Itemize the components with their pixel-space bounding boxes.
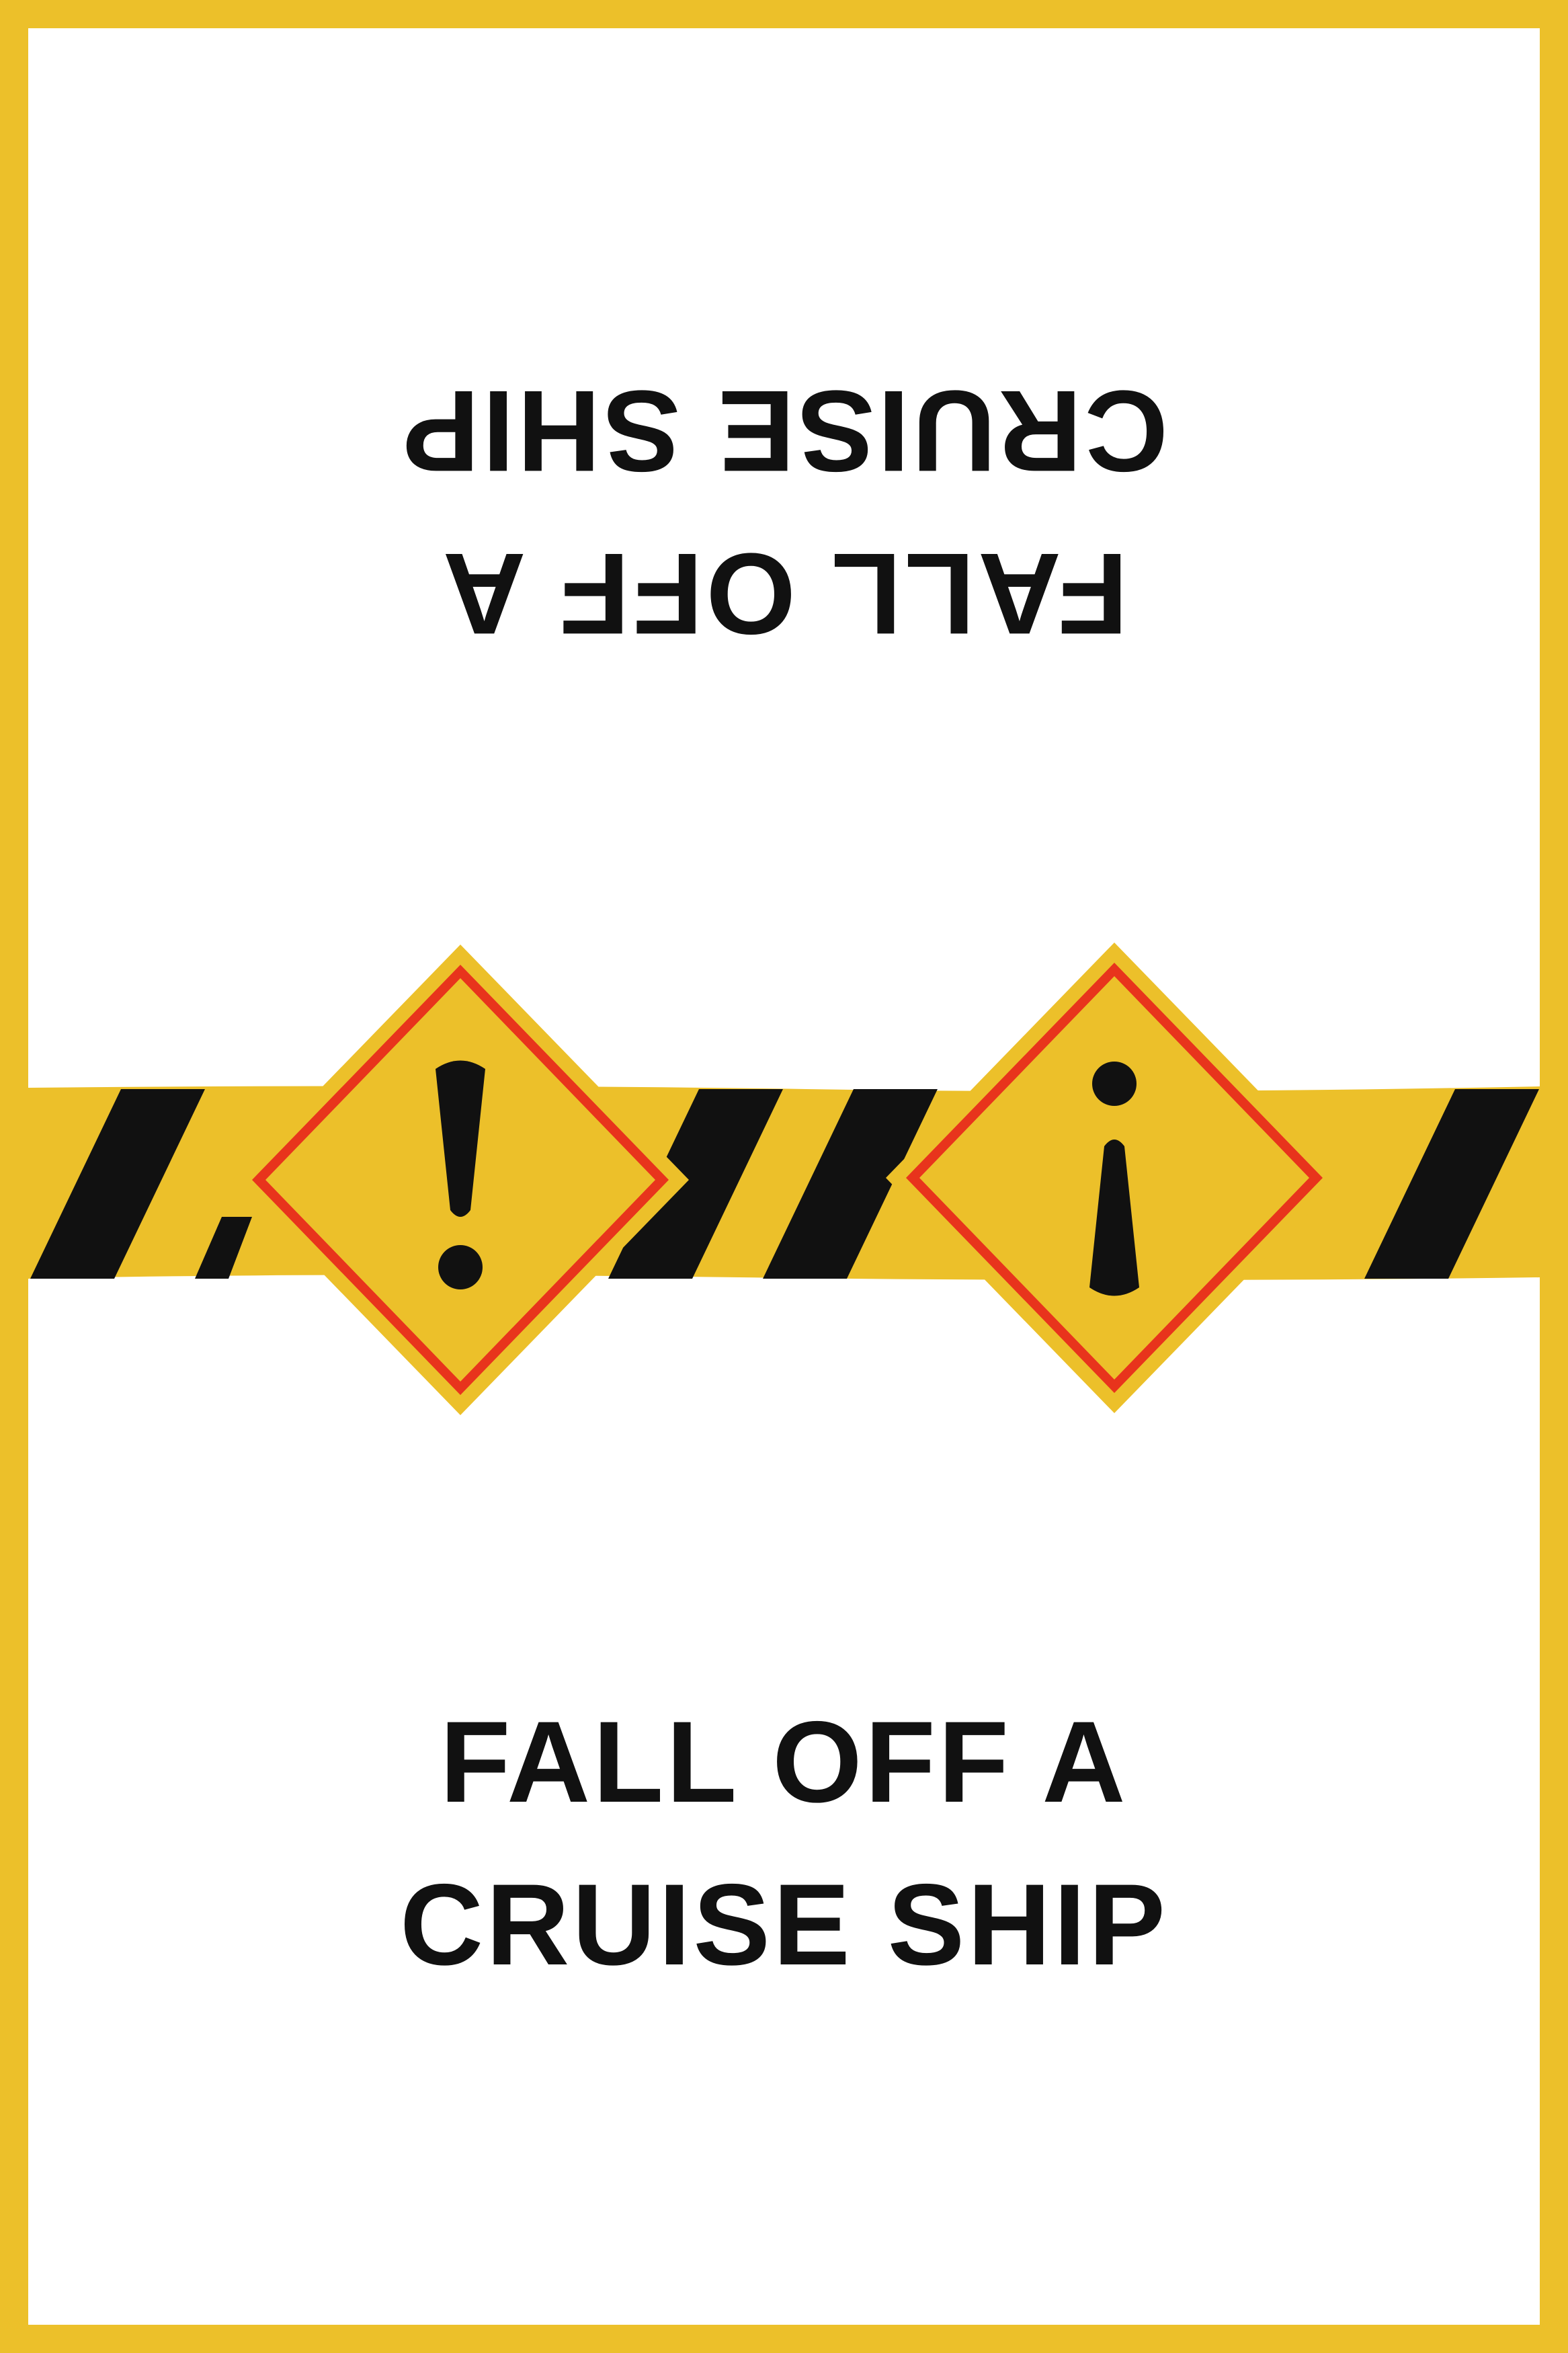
upside-down-caption-line-1: FALL OFF A <box>440 529 1128 658</box>
upside-down-caption-line-2: CRUISE SHIP <box>399 366 1169 495</box>
card-caption-line-1: FALL OFF A <box>440 1698 1128 1827</box>
upside-down-caption <box>0 350 1568 675</box>
card-caption <box>0 1681 1568 2006</box>
inverted-exclamation-warning-sign-icon <box>886 943 1343 1413</box>
caution-tape-icon <box>0 928 1568 1432</box>
exclamation-warning-sign-icon <box>232 945 689 1415</box>
card-caption-line-2: CRUISE SHIP <box>399 1860 1169 1989</box>
